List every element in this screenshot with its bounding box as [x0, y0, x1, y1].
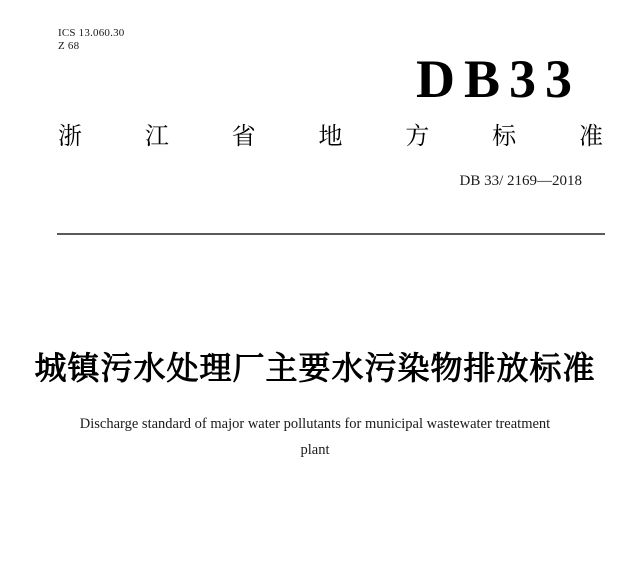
- standard-type-char: 浙: [58, 123, 82, 150]
- document-class-code: Z 68: [58, 40, 80, 52]
- standard-type-char: 省: [231, 123, 256, 150]
- standard-type-char: 方: [405, 123, 430, 150]
- standard-type-char: 江: [144, 123, 169, 150]
- document-title-en: [0, 411, 630, 463]
- document-title-en-line2: plant: [300, 442, 330, 458]
- ics-code: ICS 13.060.30: [58, 27, 125, 39]
- db33-logo: DB33: [416, 49, 582, 109]
- standard-type-title: [58, 123, 603, 152]
- standard-number: DB 33/ 2169—2018: [459, 173, 582, 189]
- document-title-en-line1: Discharge standard of major water pollutants for municipal wastewater treatment: [79, 416, 551, 432]
- standard-type-char: 标: [492, 123, 517, 150]
- document-title-cn: 城镇污水处理厂主要水污染物排放标准: [34, 350, 596, 386]
- standard-type-char: 准: [578, 123, 603, 150]
- ics-classification-block: [58, 27, 124, 53]
- header-divider-line: [57, 233, 605, 235]
- standard-type-char: 地: [318, 123, 343, 150]
